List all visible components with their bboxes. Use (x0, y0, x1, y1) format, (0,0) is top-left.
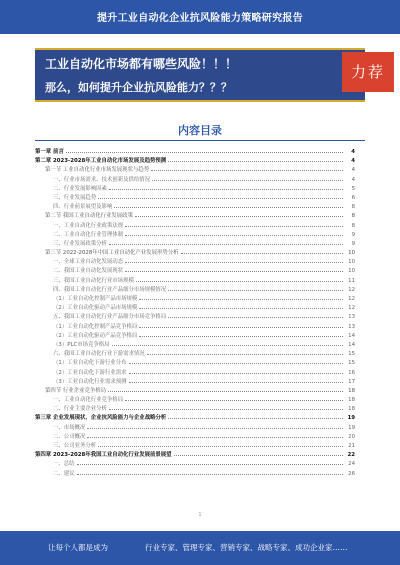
toc-leader-dots (174, 449, 343, 456)
toc-entry-page: 4 (351, 149, 355, 155)
toc-entry[interactable] (35, 431, 355, 440)
toc-entry-page: 14 (348, 341, 355, 348)
toc-entry[interactable] (35, 192, 355, 201)
toc-entry-label: 四、行业前景展望及影响 (53, 204, 113, 211)
toc-entry-page: 9 (351, 240, 355, 247)
toc-entry-page: 12 (348, 296, 355, 302)
toc-entry[interactable] (35, 394, 355, 403)
toc-entry-label: 三、我国工业自动化行业市场规模 (53, 277, 134, 284)
toc-entry-label: （2）工业自动化下游行业需求 (53, 369, 127, 376)
toc-leader-dots (168, 284, 343, 291)
toc-entry-label: 二、我国工业自动化发展现状 (53, 268, 124, 275)
toc-entry-label: 一、市场概况 (53, 424, 86, 431)
toc-entry-label: 三、行业发展趋势 (53, 194, 97, 201)
toc-entry[interactable] (35, 220, 355, 229)
toc-entry-page: 19 (347, 415, 355, 422)
toc-leader-dots (152, 174, 343, 181)
toc-entry[interactable] (35, 321, 355, 330)
toc-entry-label: 一、工业自动化行业政策法规 (53, 222, 124, 229)
report-title: 提升工业自动化企业抗风险能力策略研究报告 (97, 13, 303, 24)
footer-roles: 行业专家、管理专家、营销专家、战略专家、成功企业家…… (145, 543, 348, 552)
toc-entry-label: （3）工业自动化行业需求预测 (53, 378, 127, 385)
toc-leader-dots (181, 247, 343, 254)
toc-entry[interactable] (35, 293, 355, 302)
toc-entry[interactable] (35, 164, 355, 173)
toc-entry-label: 第二章 2023-2028年工业自动化市场发展及趋势预测 (35, 158, 167, 165)
toc-entry-page: 5 (351, 185, 355, 192)
toc-entry-page: 22 (347, 452, 355, 459)
toc-leader-dots (109, 238, 343, 245)
toc-entry-page: 26 (348, 470, 355, 477)
promo-banner (35, 48, 365, 102)
toc-entry-label: 第二节 我国工业自动化行业发展政策 (45, 213, 133, 220)
toc-divider (35, 140, 365, 141)
toc-entry-page: 14 (348, 332, 355, 339)
toc-entry-label: 一、全球工业自动化发展动态 (53, 259, 124, 266)
toc-entry[interactable] (35, 183, 355, 192)
toc-leader-dots (98, 192, 343, 199)
toc-leader-dots (168, 412, 343, 419)
toc-entry-label: （1）工业自动化下游行业分布 (53, 360, 127, 367)
toc-entry-label: 二、公司概况 (53, 433, 86, 440)
toc-entry[interactable] (35, 376, 355, 385)
toc-entry-page: 13 (348, 323, 355, 330)
toc-leader-dots (125, 265, 343, 272)
toc-entry-page: 8 (351, 204, 355, 211)
toc-entry-label: 第三章 企业发展现状、企业抗风险能力与企业战略分析 (35, 415, 167, 422)
toc-entry[interactable] (35, 403, 355, 412)
toc-entry-page: 13 (348, 314, 355, 321)
toc-entry[interactable] (35, 155, 355, 164)
toc-entry-label: 二、行业发展影响因素 (53, 185, 107, 192)
toc-entry-label: 二、行业主要企业分析 (53, 406, 107, 413)
toc-leader-dots (66, 146, 343, 153)
toc-entry-page: 9 (351, 231, 355, 238)
page-number: 1 (198, 512, 202, 518)
toc-entry[interactable] (35, 284, 355, 293)
toc-leader-dots (98, 440, 343, 447)
toc-entry[interactable] (35, 468, 355, 477)
toc-entry-label: 二、工业自动化行业管理体制 (53, 231, 124, 238)
toc-leader-dots (112, 339, 343, 346)
toc-entry[interactable] (35, 311, 355, 320)
toc-entry-label: 第一节 工业自动化行业市场发展现状与趋势 (45, 167, 150, 174)
toc-entry[interactable] (35, 339, 355, 348)
toc-entry-page: 4 (351, 176, 355, 183)
toc-leader-dots (139, 330, 343, 337)
toc-entry-page: 8 (351, 222, 355, 229)
toc-entry-page: 10 (348, 268, 355, 275)
toc-entry-page: 24 (348, 461, 355, 468)
toc-entry[interactable] (35, 412, 355, 421)
toc-entry-label: 第四章 2023-2028年我国工业自动化行业发展前景展望 (35, 452, 172, 459)
toc-leader-dots (168, 155, 343, 162)
toc-entry-label: 六、我国工业自动化行业下游需求情况 (53, 351, 145, 358)
toc-leader-dots (135, 210, 343, 217)
toc-entry-label: 一、总结 (53, 461, 75, 468)
toc-entry-page: 4 (351, 158, 355, 165)
toc-entry[interactable] (35, 458, 355, 467)
toc-entry[interactable] (35, 247, 355, 256)
toc-entry-label: 第一章 前言 (35, 149, 64, 155)
toc-entry[interactable] (35, 357, 355, 366)
toc-leader-dots (129, 376, 343, 383)
footer-slogan: 让每个人都是成为 (48, 543, 108, 552)
toc-entry-label: 三、公司业务分析 (53, 443, 97, 449)
toc-leader-dots (77, 468, 343, 475)
toc-entry-label: 第三节 2022-2028年中国工业自动化产业发展形势分析 (45, 250, 179, 257)
toc-leader-dots (125, 220, 343, 227)
toc-entry-label: 二、建议 (53, 470, 75, 477)
toc-entry[interactable] (35, 201, 355, 210)
toc-heading: 内容目录 (178, 124, 222, 137)
toc-entry[interactable] (35, 210, 355, 219)
toc-leader-dots (139, 302, 343, 309)
toc-entry[interactable] (35, 385, 355, 394)
toc-entry[interactable] (35, 449, 355, 458)
toc-leader-dots (125, 229, 343, 236)
toc-leader-dots (147, 348, 343, 355)
table-of-contents (35, 146, 355, 477)
toc-entry-page: 18 (348, 406, 355, 413)
toc-entry-label: 第四节 行业企业竞争格局 (45, 387, 107, 394)
toc-entry-page: 21 (348, 443, 355, 449)
toc-entry[interactable] (35, 275, 355, 284)
toc-entry-page: 12 (348, 305, 355, 312)
toc-leader-dots (129, 367, 343, 374)
toc-entry-page: 10 (348, 259, 355, 266)
toc-entry-label: （2）工业自动化驱动产品市场规模 (53, 305, 138, 312)
toc-entry-page: 17 (348, 378, 355, 385)
toc-entry-page: 4 (351, 167, 355, 174)
header-bar (0, 0, 400, 34)
toc-entry[interactable] (35, 367, 355, 376)
toc-entry[interactable] (35, 440, 355, 449)
toc-leader-dots (139, 321, 343, 328)
toc-entry-label: （1）工业自动化控制产品市场规模 (53, 296, 138, 302)
toc-entry-page: 12 (348, 286, 355, 293)
toc-leader-dots (168, 311, 343, 318)
toc-entry-label: （1）工业自动化控制产品竞争格局 (53, 323, 138, 330)
toc-entry-page: 10 (348, 250, 355, 257)
toc-entry-page: 20 (348, 433, 355, 440)
footer-bar (0, 531, 400, 565)
banner-subheadline: 那么，如何提升企业抗风险能力？？？ (45, 81, 232, 94)
toc-entry-page: 15 (348, 360, 355, 367)
toc-leader-dots (77, 458, 343, 465)
toc-entry-page: 18 (348, 397, 355, 404)
toc-leader-dots (109, 183, 343, 190)
toc-entry[interactable] (35, 229, 355, 238)
toc-leader-dots (108, 385, 343, 392)
toc-leader-dots (151, 164, 343, 171)
toc-entry-label: 五、我国工业自动化行业产品细分市场竞争格局 (53, 314, 167, 321)
toc-entry-page: 8 (351, 213, 355, 220)
toc-entry-page: 16 (348, 369, 355, 376)
recommend-seal: 力荐 (342, 52, 394, 92)
toc-entry[interactable] (35, 146, 355, 155)
toc-entry-label: （3）PLC市场竞争格局 (53, 341, 110, 348)
toc-entry[interactable] (35, 422, 355, 431)
toc-entry-page: 19 (348, 424, 355, 431)
toc-entry-page: 18 (348, 387, 355, 394)
toc-entry-label: 一、工业自动化行业竞争格局 (53, 397, 124, 404)
toc-leader-dots (87, 431, 343, 438)
toc-leader-dots (109, 403, 343, 410)
toc-entry-label: （2）工业自动化驱动产品竞争格局 (53, 332, 138, 339)
toc-entry-label: 四、我国工业自动化行业产品细分市场规模情况 (53, 286, 167, 293)
toc-leader-dots (114, 201, 343, 208)
banner-headline: 工业自动化市场都有哪些风险！！！ (45, 57, 238, 71)
toc-leader-dots (139, 293, 343, 300)
toc-leader-dots (136, 275, 343, 282)
toc-leader-dots (125, 394, 343, 401)
toc-leader-dots (129, 357, 343, 364)
toc-entry[interactable] (35, 265, 355, 274)
toc-entry-label: 三、行业发展政策分析 (53, 240, 107, 247)
toc-entry[interactable] (35, 174, 355, 183)
toc-entry[interactable] (35, 238, 355, 247)
toc-entry-page: 6 (351, 194, 355, 201)
toc-entry-label: 一、行业市场需求、技术创新及供给情况 (53, 176, 151, 183)
toc-entry[interactable] (35, 348, 355, 357)
toc-entry-page: 15 (348, 351, 355, 358)
toc-entry-page: 11 (348, 277, 355, 284)
toc-entry[interactable] (35, 256, 355, 265)
toc-leader-dots (87, 422, 343, 429)
toc-entry[interactable] (35, 330, 355, 339)
toc-leader-dots (125, 256, 343, 263)
toc-entry[interactable] (35, 302, 355, 311)
